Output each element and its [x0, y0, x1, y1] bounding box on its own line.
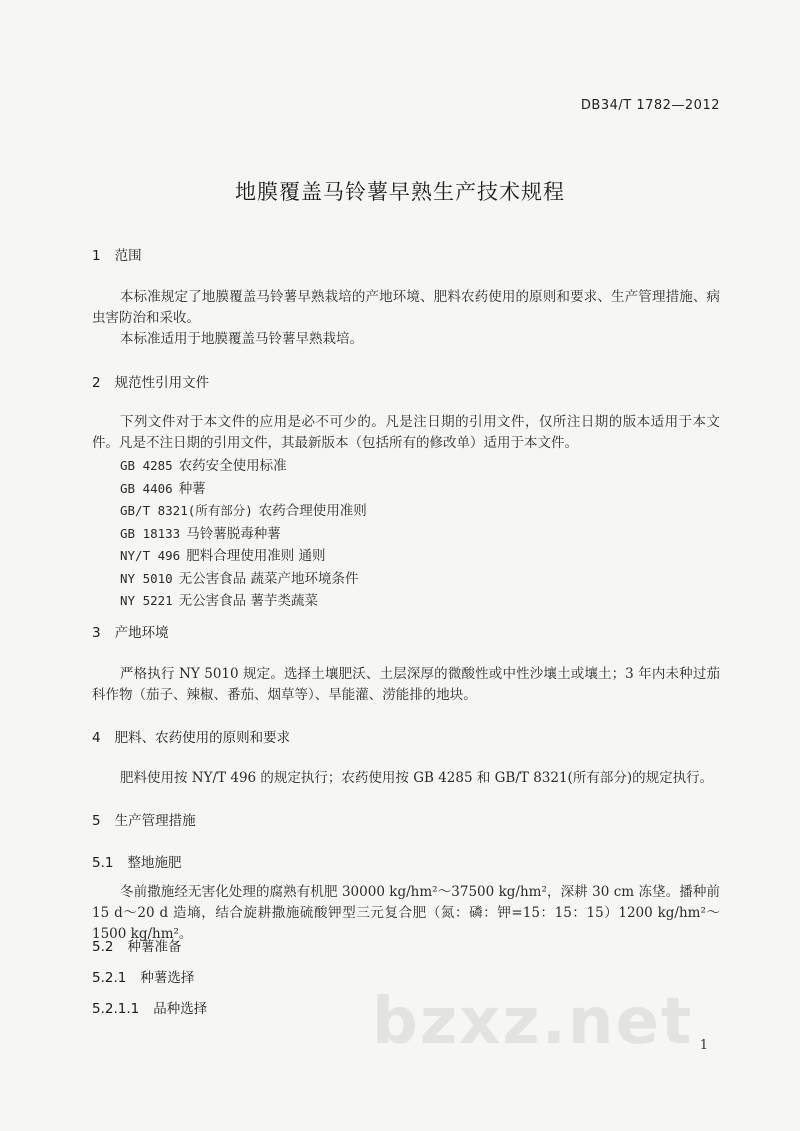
section-title: 规范性引用文件: [114, 375, 210, 391]
document-title: 地膜覆盖马铃薯早熟生产技术规程: [235, 180, 565, 204]
section-title: 生产管理措施: [114, 813, 196, 829]
reference-name: 农药安全使用标准: [178, 458, 287, 474]
reference-name: 无公害食品 薯芋类蔬菜: [178, 593, 318, 609]
section-1-paragraph-2: 本标准适用于地膜覆盖马铃薯早熟栽培。: [120, 331, 363, 347]
section-title: 肥料、农药使用的原则和要求: [114, 730, 291, 746]
section-number: 3: [92, 625, 101, 641]
section-number: 5.2.1.1: [92, 1001, 140, 1017]
reference-code: NY 5221: [120, 593, 173, 608]
reference-item: [120, 455, 367, 478]
section-heading-5: [92, 809, 196, 829]
reference-name: 无公害食品 蔬菜产地环境条件: [178, 570, 359, 587]
reference-item: [120, 545, 367, 568]
reference-code: GB 4285: [120, 458, 173, 473]
reference-list: [120, 455, 367, 613]
standard-code: DB34/T 1782—2012: [580, 98, 720, 113]
reference-name: 马铃薯脱毒种薯: [186, 525, 281, 542]
section-1-paragraph-1: 本标准规定了地膜覆盖马铃薯早熟栽培的产地环境、肥料农药使用的原则和要求、生产管理措施、病虫害防治和采收。: [92, 289, 720, 326]
section-number: 2: [92, 375, 101, 391]
page-number: 1: [699, 1038, 708, 1053]
section-number: 5.1: [92, 855, 114, 871]
section-title: 产地环境: [114, 625, 169, 641]
section-title: 种薯选择: [140, 970, 195, 986]
reference-item: [120, 523, 367, 546]
section-3-paragraph-1: 严格执行 NY 5010 规定。选择土壤肥沃、土层深厚的微酸性或中性沙壤土或壤土；3 年内未种过茄科作物（茄子、辣椒、番茄、烟草等）、旱能灌、涝能排的地块。: [92, 666, 720, 703]
section-2-paragraph-1: 下列文件对于本文件的应用是必不可少的。凡是注日期的引用文件，仅所注日期的版本适用于本文件。凡是不注日期的引用文件，其最新版本（包括所有的修改单）适用于本文件。: [92, 414, 720, 451]
reference-name: 农药合理使用准则: [258, 503, 367, 519]
reference-item: [120, 478, 367, 501]
reference-code: NY 5010: [120, 570, 173, 586]
section-heading-3: [92, 621, 169, 641]
section-title: 范围: [114, 248, 142, 264]
reference-name: 肥料合理使用准则 通则: [186, 548, 326, 564]
section-number: 5: [92, 813, 101, 829]
section-number: 5.2: [92, 939, 114, 955]
reference-item: [120, 568, 367, 591]
section-4-paragraph-1: 肥料使用按 NY/T 496 的规定执行；农药使用按 GB 4285 和 GB/T 8321(所有部分)的规定执行。: [120, 770, 714, 786]
watermark: bzxz.net: [372, 985, 694, 1059]
reference-code: GB/T 8321(所有部分): [120, 503, 253, 518]
section-number: 4: [92, 730, 101, 746]
section-heading-5-2-1-1: [92, 997, 207, 1017]
section-heading-4: [92, 726, 290, 746]
reference-code: GB 4406: [120, 480, 173, 496]
section-heading-2: [92, 371, 209, 391]
section-title: 品种选择: [153, 1001, 208, 1017]
section-heading-5-2-1: [92, 966, 194, 986]
reference-code: GB 18133: [120, 525, 181, 541]
section-5-1-paragraph-1: 冬前撒施经无害化处理的腐熟有机肥 30000 kg/hm²～37500 kg/hm²，深耕 30 cm 冻垡。播种前 15 d～20 d 造墒，结合旋耕撒施硫酸钾型三元复合肥（氮：磷：钾=15：15：15）1200 kg/hm²～1500 kg/hm²。: [92, 884, 720, 942]
reference-item: [120, 590, 367, 613]
section-title: 种薯准备: [127, 939, 182, 955]
section-heading-5-1: [92, 851, 181, 871]
reference-code: NY/T 496: [120, 548, 181, 563]
section-number: 1: [92, 248, 101, 264]
reference-name: 种薯: [178, 480, 206, 497]
section-heading-1: [92, 244, 142, 264]
section-heading-5-2: [92, 935, 181, 955]
reference-item: [120, 500, 367, 523]
section-title: 整地施肥: [127, 855, 182, 871]
section-number: 5.2.1: [92, 970, 127, 986]
